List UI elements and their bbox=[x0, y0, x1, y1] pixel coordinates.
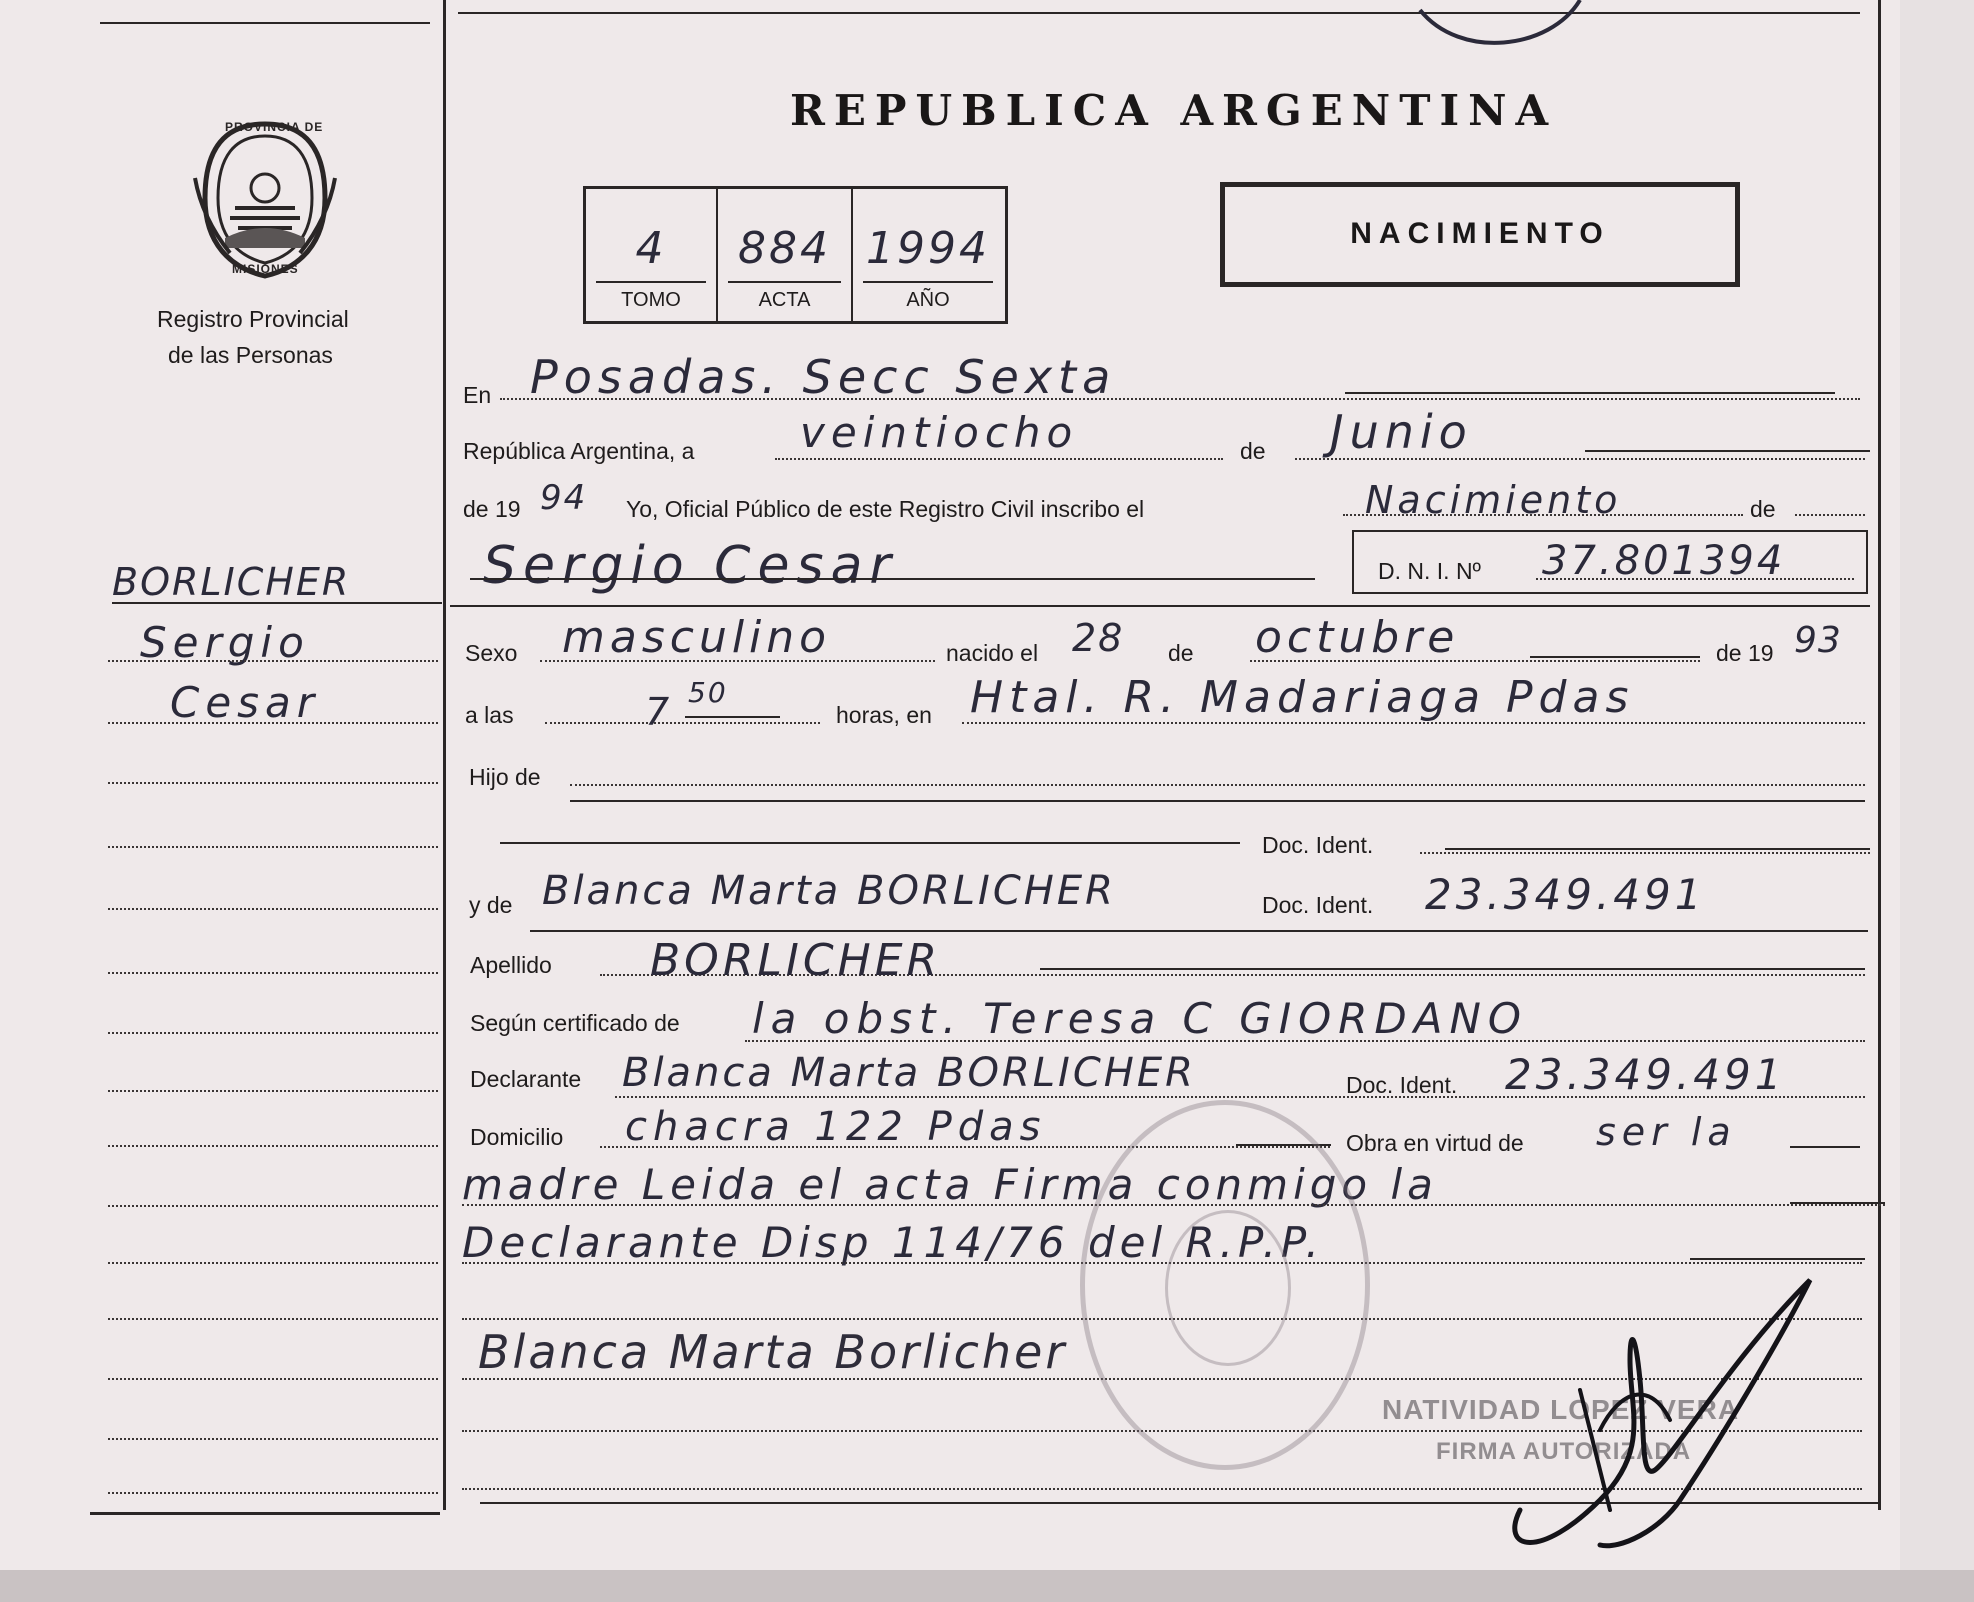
page-bottom-edge bbox=[0, 1570, 1974, 1602]
mother-doc: 23.349.491 bbox=[1425, 870, 1706, 919]
mother-line bbox=[530, 930, 1868, 932]
acta-cell bbox=[718, 189, 853, 321]
margin-line bbox=[108, 1090, 438, 1092]
docident-label-2: Doc. Ident. bbox=[1262, 892, 1374, 918]
margin-line bbox=[108, 1318, 438, 1320]
father-doc-line-solid bbox=[1445, 848, 1870, 850]
horas-label: horas, en bbox=[836, 702, 932, 728]
apellido-value: BORLICHER bbox=[650, 935, 942, 986]
nacido-label: nacido el bbox=[946, 640, 1039, 666]
acta-value: 884 bbox=[738, 223, 831, 274]
hijo-label: Hijo de bbox=[469, 764, 541, 790]
registry-stamp-inner bbox=[1165, 1210, 1291, 1366]
day-line bbox=[775, 458, 1223, 460]
notes-rule-2-solid bbox=[1690, 1258, 1865, 1260]
hour-value: 7 bbox=[645, 690, 676, 734]
apellido-line-solid bbox=[1040, 968, 1865, 970]
child-name-line bbox=[470, 578, 1315, 580]
domicilio-value: chacra 122 Pdas bbox=[625, 1104, 1047, 1150]
declarante-label: Declarante bbox=[470, 1066, 582, 1092]
margin-line bbox=[108, 846, 438, 848]
year-prefix: de 19 bbox=[463, 496, 521, 522]
margin-line bbox=[108, 722, 438, 724]
tomo-label: TOMO bbox=[621, 289, 681, 311]
minute-value: 50 bbox=[688, 676, 728, 709]
yde-label: y de bbox=[469, 892, 513, 918]
province-seal bbox=[190, 118, 340, 283]
child-section-rule bbox=[450, 605, 1870, 607]
declarante-doc: 23.349.491 bbox=[1505, 1050, 1786, 1099]
anio-rule bbox=[863, 281, 993, 283]
obra-label: Obra en virtud de bbox=[1346, 1130, 1524, 1156]
margin-line bbox=[108, 1438, 438, 1440]
margin-divider bbox=[443, 0, 446, 1510]
top-cutoff-marks bbox=[1400, 0, 1600, 60]
sexo-label: Sexo bbox=[465, 640, 518, 666]
country-title: REPUBLICA ARGENTINA bbox=[790, 86, 1558, 135]
oficial-text: Yo, Oficial Público de este Registro Civil inscribo el bbox=[626, 496, 1145, 522]
notes-rule-1-solid bbox=[1790, 1202, 1885, 1204]
certificado-value: la obst. Teresa C GIORDANO bbox=[752, 994, 1528, 1043]
apellido-label: Apellido bbox=[470, 952, 552, 978]
dni-line bbox=[1536, 578, 1854, 580]
certificado-line bbox=[745, 1040, 1865, 1042]
acta-label: ACTA bbox=[758, 289, 811, 311]
document-type-box bbox=[1220, 182, 1740, 287]
birth-year: 93 bbox=[1794, 620, 1842, 661]
top-rule-left bbox=[100, 22, 430, 24]
birth-month: octubre bbox=[1255, 612, 1460, 663]
anio-value: 1994 bbox=[866, 223, 990, 274]
margin-line bbox=[108, 972, 438, 974]
segun-label: Según certificado de bbox=[470, 1010, 680, 1036]
child-name: Sergio Cesar bbox=[483, 536, 898, 596]
margin-surname-underline bbox=[112, 602, 442, 604]
act-value: Nacimiento bbox=[1365, 478, 1622, 522]
minute-underline bbox=[685, 716, 780, 718]
domicilio-label: Domicilio bbox=[470, 1124, 564, 1150]
en-value: Posadas. Secc Sexta bbox=[530, 350, 1117, 404]
bottom-rule-left bbox=[90, 1512, 440, 1515]
official-name: NATIVIDAD LOPEZ VERA bbox=[1382, 1394, 1740, 1425]
de-label-3: de bbox=[1168, 640, 1194, 666]
father-doc-line bbox=[1420, 852, 1870, 854]
month-line bbox=[1295, 458, 1865, 460]
seal-top-text: PROVINCIA DE bbox=[225, 120, 324, 134]
tomo-rule bbox=[596, 281, 706, 283]
margin-line bbox=[108, 1378, 438, 1380]
birth-month-line-solid bbox=[1530, 656, 1700, 658]
dni-box bbox=[1352, 530, 1868, 594]
dni-value: 37.801394 bbox=[1542, 538, 1786, 584]
docident-label: Doc. Ident. bbox=[1262, 832, 1374, 858]
declarant-signature: Blanca Marta Borlicher bbox=[478, 1325, 1068, 1379]
margin-line bbox=[108, 782, 438, 784]
month-value: Junio bbox=[1330, 405, 1473, 459]
hijo-line bbox=[570, 784, 1865, 786]
place-value: Htal. R. Madariaga Pdas bbox=[970, 672, 1635, 723]
obra-line bbox=[1790, 1146, 1860, 1148]
de-label-2: de bbox=[1750, 496, 1776, 522]
de-label: de bbox=[1240, 438, 1266, 464]
margin-line bbox=[108, 1492, 438, 1494]
father-line bbox=[500, 842, 1240, 844]
notes-line-2: Declarante Disp 114/76 del R.P.P. bbox=[462, 1218, 1324, 1267]
month-line-solid bbox=[1585, 450, 1870, 452]
margin-line bbox=[108, 660, 438, 662]
top-rule-right bbox=[458, 12, 1860, 14]
registry-line-2: de las Personas bbox=[168, 342, 333, 368]
anio-cell bbox=[853, 189, 1003, 321]
birth-day: 28 bbox=[1072, 616, 1125, 660]
margin-line bbox=[108, 1145, 438, 1147]
alas-label: a las bbox=[465, 702, 514, 728]
day-value: veintiocho bbox=[800, 408, 1079, 457]
anio-label: AÑO bbox=[906, 289, 950, 311]
de-line-2 bbox=[1795, 514, 1865, 516]
official-signature-icon bbox=[1480, 1270, 1830, 1560]
page-right-margin bbox=[1900, 0, 1974, 1570]
margin-line bbox=[108, 1032, 438, 1034]
dni-label: D. N. I. Nº bbox=[1378, 558, 1481, 584]
tomo-value: 4 bbox=[635, 223, 667, 274]
document-type: NACIMIENTO bbox=[1350, 217, 1610, 250]
seal-bottom-text: MISIONES bbox=[232, 262, 299, 276]
birth-year-prefix: de 19 bbox=[1716, 640, 1774, 666]
en-label: En bbox=[463, 382, 492, 408]
right-border bbox=[1878, 0, 1881, 1510]
declarante-value: Blanca Marta BORLICHER bbox=[622, 1050, 1196, 1096]
registry-line-1: Registro Provincial bbox=[157, 306, 349, 332]
sexo-value: masculino bbox=[562, 612, 832, 663]
year-value: 94 bbox=[540, 478, 588, 518]
margin-name-1: Sergio bbox=[140, 618, 310, 667]
republica-label: República Argentina, a bbox=[463, 438, 695, 464]
seal-emblem-icon bbox=[190, 118, 340, 283]
hour-line bbox=[545, 722, 820, 724]
obra-value: ser la bbox=[1596, 1110, 1737, 1154]
en-line bbox=[500, 398, 1860, 400]
docident-label-3: Doc. Ident. bbox=[1346, 1072, 1458, 1098]
hijo-line-solid bbox=[570, 800, 1865, 802]
margin-surname: BORLICHER bbox=[112, 560, 351, 604]
acta-rule bbox=[728, 281, 841, 283]
record-number-box bbox=[583, 186, 1008, 324]
official-role: FIRMA AUTORIZADA bbox=[1436, 1438, 1692, 1465]
margin-line bbox=[108, 1205, 438, 1207]
place-line bbox=[962, 722, 1865, 724]
declarante-line bbox=[615, 1096, 1865, 1098]
margin-name-2: Cesar bbox=[170, 678, 321, 727]
margin-line bbox=[108, 1262, 438, 1264]
en-line-solid bbox=[1345, 392, 1835, 394]
tomo-cell bbox=[586, 189, 718, 321]
notes-line-1: madre Leida el acta Firma conmigo la bbox=[462, 1160, 1438, 1209]
mother-name: Blanca Marta BORLICHER bbox=[542, 868, 1116, 914]
margin-line bbox=[108, 908, 438, 910]
